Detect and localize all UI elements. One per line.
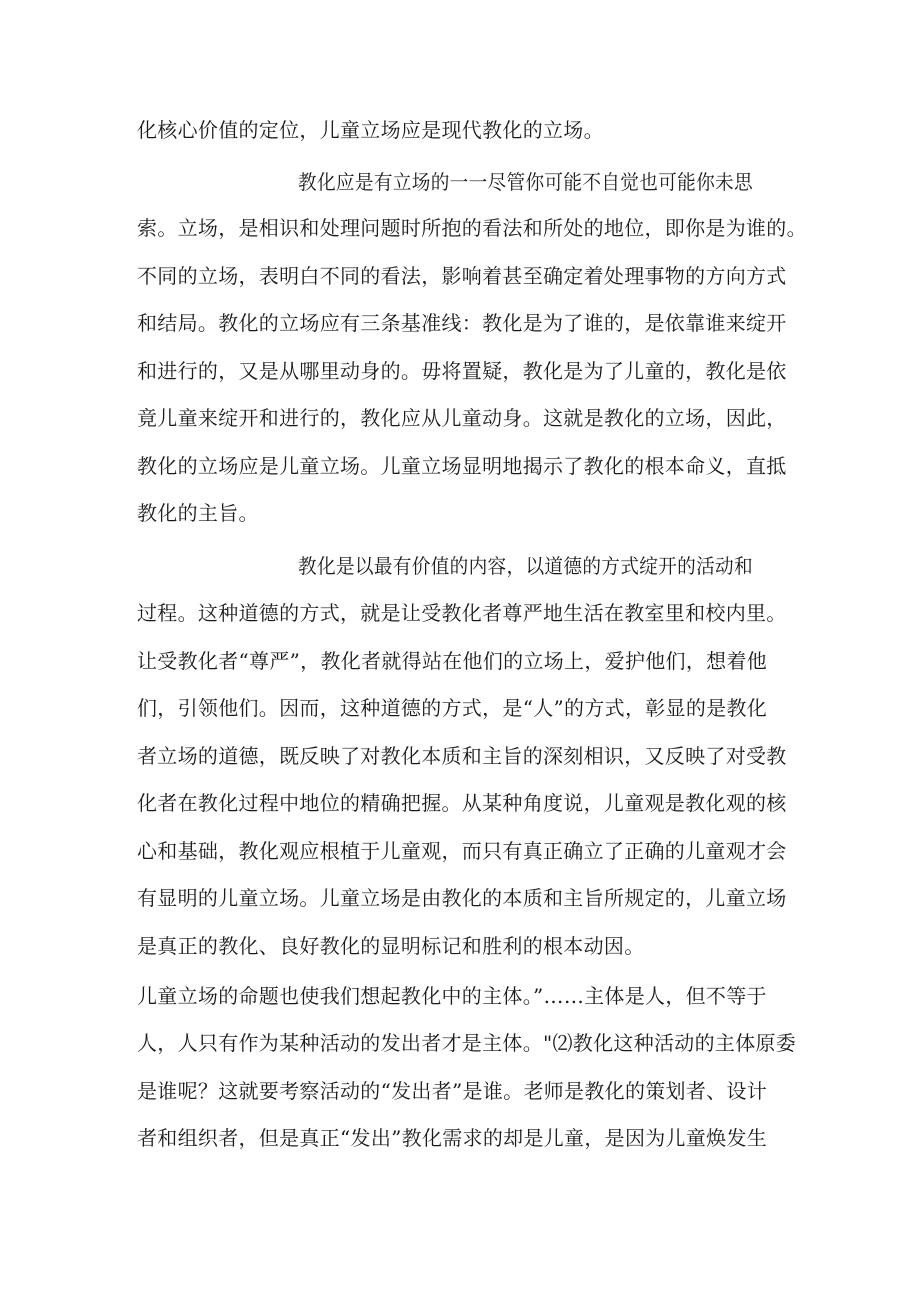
text-line-9: 教化的主旨。 (137, 501, 259, 525)
text-line-17: 有显明的儿童立场。儿童立场是由教化的本质和主旨所规定的，儿童立场 (137, 886, 787, 910)
text-line-14: 者立场的道德，既反映了对教化本质和主旨的深刻相识，又反映了对受教 (137, 744, 787, 768)
text-line-13: 们，引领他们。因而，这种道德的方式，是“人”的方式，彰显的是教化 (137, 696, 768, 720)
text-line-20: 人，人只有作为某种活动的发出者才是主体。"⑵教化这种活动的主体原委 (137, 1031, 797, 1055)
text-line-8: 教化的立场应是儿童立场。儿童立场显明地揭示了教化的根本命义，直抵 (137, 454, 787, 478)
text-line-4: 不同的立场，表明白不同的看法，影响着甚至确定着处理事物的方向方式 (137, 264, 787, 288)
text-line-6: 和进行的，又是从哪里动身的。毋将置疑，教化是为了儿童的，教化是依 (137, 359, 787, 383)
text-line-21: 是谁呢？这就要考察活动的“发出者”是谁。老师是教化的策划者、设计 (137, 1079, 768, 1103)
text-line-22: 者和组织者，但是真正“发出”教化需求的却是儿童，是因为儿童焕发生 (137, 1126, 768, 1150)
text-line-18: 是真正的教化、良好教化的显明标记和胜利的根本动因。 (137, 934, 645, 958)
text-line-10: 教化是以最有价值的内容，以道德的方式绽开的活动和 (298, 554, 753, 578)
text-line-7: 竟儿童来绽开和进行的，教化应从儿童动身。这就是教化的立场，因此， (137, 406, 787, 430)
text-line-12: 让受教化者“尊严”，教化者就得站在他们的立场上，爱护他们，想着他 (137, 649, 768, 673)
text-line-3: 索。立场，是相识和处理问题时所抱的看法和所处的地位，即你是为谁的。 (137, 216, 807, 240)
text-line-1: 化核心价值的定位，儿童立场应是现代教化的立场。 (137, 118, 604, 142)
text-line-11: 过程。这种道德的方式，就是让受教化者尊严地生活在教室里和校内里。 (137, 601, 787, 625)
text-line-5: 和结局。教化的立场应有三条基准线：教化是为了谁的，是依靠谁来绽开 (137, 311, 787, 335)
text-line-19: 儿童立场的命题也使我们想起教化中的主体。”……主体是人，但不等于 (137, 984, 767, 1008)
text-line-2: 教化应是有立场的一一尽管你可能不自觉也可能你未思 (298, 170, 753, 194)
text-line-16: 心和基础，教化观应根植于儿童观，而只有真正确立了正确的儿童观才会 (137, 839, 787, 863)
text-line-15: 化者在教化过程中地位的精确把握。从某种角度说，儿童观是教化观的核 (137, 791, 787, 815)
